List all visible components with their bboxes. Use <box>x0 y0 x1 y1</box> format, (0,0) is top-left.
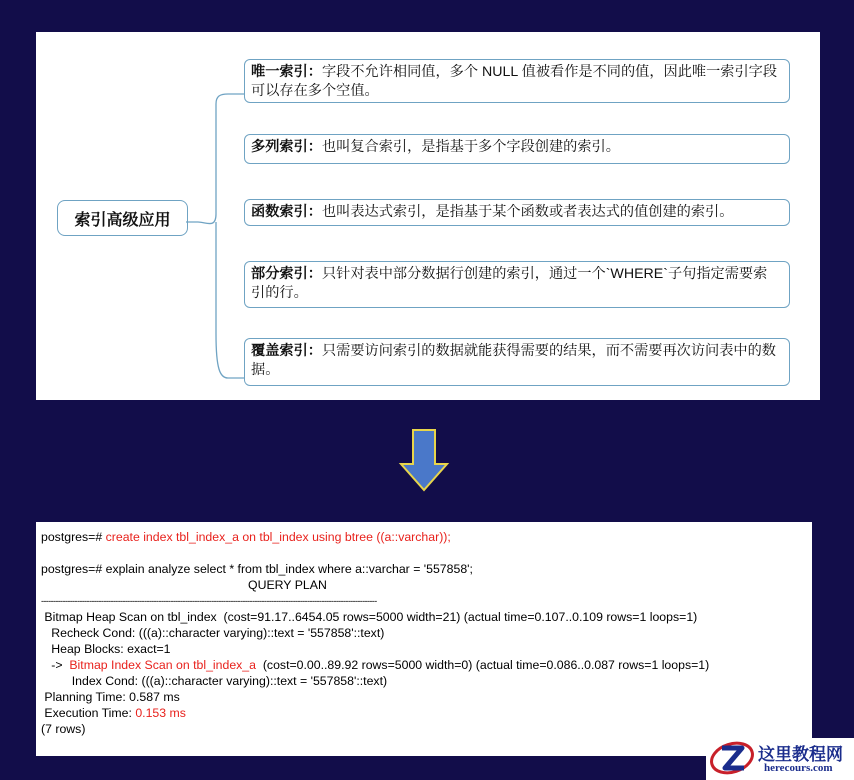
plan-line: Recheck Cond: (((a)::character varying)::text = '557858'::text) <box>41 626 385 640</box>
plan-line: Bitmap Heap Scan on tbl_index (cost=91.17..6454.05 rows=5000 width=21) (actual time=0.107..0.109 rows=1 loops=1) <box>41 610 698 624</box>
branch-term: 多列索引： <box>251 139 322 155</box>
row-count: (7 rows) <box>41 722 86 736</box>
branch-desc: 也叫表达式索引，是指基于某个函数或者表达式的值创建的索引。 <box>321 204 734 220</box>
branch-desc: 只针对表中部分数据行创建的索引，通过一个`WHERE`子句指定需要索引的行。 <box>251 266 768 301</box>
plan-arrow: -> <box>41 658 70 672</box>
planning-time: Planning Time: 0.587 ms <box>41 690 180 704</box>
mindmap-root-node: 索引高级应用 <box>57 200 188 236</box>
branch-term: 部分索引： <box>251 266 322 282</box>
plan-line: Index Cond: (((a)::character varying)::text = '557858'::text) <box>41 674 388 688</box>
blank-line <box>41 545 812 561</box>
branch-desc: 只需要访问索引的数据就能获得需要的结果，而不需要再次访问表中的数据。 <box>251 343 776 378</box>
sql-console <box>36 522 812 756</box>
branch-term: 唯一索引： <box>251 64 322 80</box>
branch-term: 覆盖索引： <box>251 343 322 359</box>
execution-time-line <box>41 705 812 721</box>
sql-explain-command: explain analyze select * from tbl_index where a::varchar = '557858'; <box>105 562 473 576</box>
branch-unique-index <box>244 59 790 103</box>
site-logo-icon <box>708 738 758 780</box>
sql-create-command: create index tbl_index_a on tbl_index using btree ((a::varchar)); <box>105 530 451 544</box>
branch-covering-index <box>244 338 790 386</box>
branch-desc: 字段不允许相同值，多个 NULL 值被看作是不同的值，因此唯一索引字段可以存在多个空值。 <box>251 64 778 99</box>
sql-prompt: postgres=# <box>41 562 106 576</box>
index-scan-highlight: Bitmap Index Scan on tbl_index_a <box>69 658 256 672</box>
query-plan-separator: -------------------------------------------------------------------------------------------------------------------------------------------- <box>41 596 377 606</box>
sql-create-line <box>41 529 812 545</box>
mindmap-brace <box>186 54 246 384</box>
site-url: herecours.com <box>764 762 833 774</box>
execution-time-label: Execution Time: <box>41 706 136 720</box>
mindmap-panel <box>36 32 820 400</box>
branch-term: 函数索引： <box>251 204 322 220</box>
plan-line: Heap Blocks: exact=1 <box>41 642 171 656</box>
site-watermark <box>706 738 854 780</box>
sql-explain-line <box>41 561 812 577</box>
branch-multicolumn-index <box>244 134 790 164</box>
execution-time-value: 0.153 ms <box>135 706 186 720</box>
query-plan-header: QUERY PLAN <box>248 578 327 592</box>
sql-prompt: postgres=# <box>41 530 106 544</box>
branch-function-index <box>244 199 790 226</box>
branch-desc: 也叫复合索引，是指基于多个字段创建的索引。 <box>321 139 620 155</box>
branch-partial-index <box>244 261 790 308</box>
plan-line-index-scan <box>41 657 812 673</box>
site-title: 这里教程网 <box>758 745 843 765</box>
plan-line-rest: (cost=0.00..89.92 rows=5000 width=0) (actual time=0.086..0.087 rows=1 loops=1) <box>256 658 710 672</box>
down-arrow-icon <box>398 428 450 494</box>
